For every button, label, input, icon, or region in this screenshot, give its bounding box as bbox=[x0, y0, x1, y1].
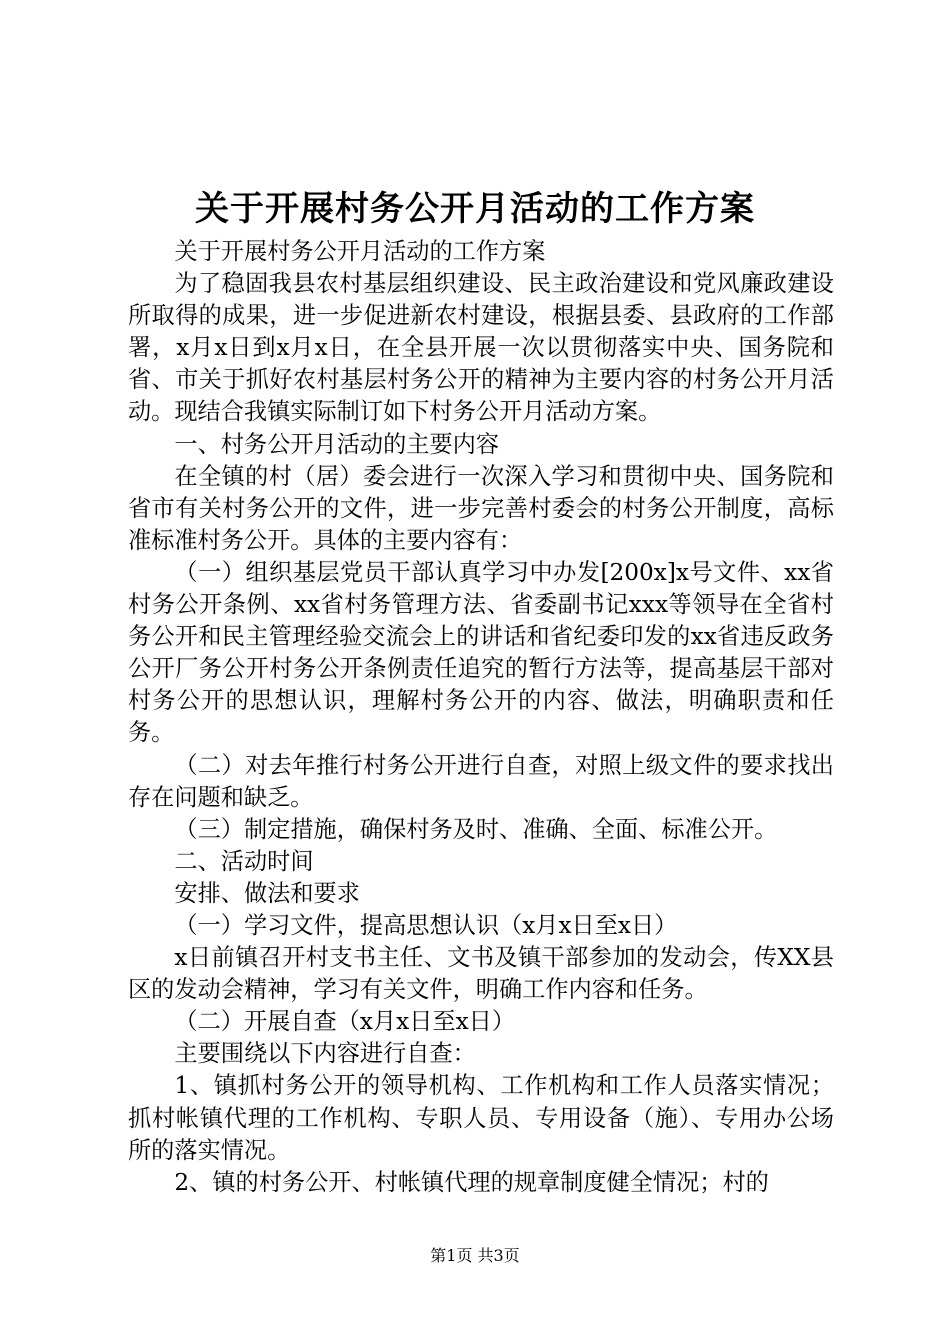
paragraph-step-1: x日前镇召开村支书主任、文书及镇干部参加的发动会，传XX县区的发动会精神，学习有关文件，明确工作内容和任务。 bbox=[128, 944, 834, 1004]
heading-step-2: （二）开展自查（x月x日至x日） bbox=[174, 1008, 516, 1036]
heading-arrangement: 安排、做法和要求 bbox=[174, 879, 360, 907]
paragraph-check-2: 2、镇的村务公开、村帐镇代理的规章制度健全情况；村的 bbox=[174, 1168, 769, 1196]
paragraph-check-1: 1、镇抓村务公开的领导机构、工作机构和工作人员落实情况；抓村帐镇代理的工作机构、专职人员、专用设备（施）、专用办公场所的落实情况。 bbox=[128, 1072, 834, 1164]
paragraph-item-2: （二）对去年推行村务公开进行自查，对照上级文件的要求找出存在问题和缺乏。 bbox=[128, 751, 834, 811]
page-footer: 第1页 共3页 bbox=[430, 1246, 520, 1265]
paragraph-item-3: （三）制定措施，确保村务及时、准确、全面、标准公开。 bbox=[174, 815, 778, 843]
paragraph-intro: 为了稳固我县农村基层组织建设、民主政治建设和党风廉政建设所取得的成果，进一步促进新农村建设，根据县委、县政府的工作部署，x月x日到x月x日，在全县开展一次以贯彻落实中央、国务院和省、市关于抓好农村基层村务公开的精神为主要内容的村务公开月活动。现结合我镇实际制订如下村务公开月活动方案。 bbox=[128, 270, 834, 426]
heading-step-1: （一）学习文件，提高思想认识（x月x日至x日） bbox=[174, 911, 678, 939]
paragraph-item-1: （一）组织基层党员干部认真学习中办发[200x]x号文件、xx省村务公开条例、xx省村务管理方法、省委副书记xxx等领导在全省村务公开和民主管理经验交流会上的讲话和省纪委印发的xx省违反政务公开厂务公开村务公开条例责任追究的暂行方法等，提高基层干部对村务公开的思想认识，理解村务公开的内容、做法，明确职责和任务。 bbox=[128, 558, 834, 747]
heading-section-2: 二、活动时间 bbox=[174, 847, 314, 875]
paragraph-step-2-intro: 主要围绕以下内容进行自查： bbox=[174, 1040, 476, 1068]
paragraph-subtitle: 关于开展村务公开月活动的工作方案 bbox=[174, 238, 546, 265]
document-title: 关于开展村务公开月活动的工作方案 bbox=[195, 189, 755, 229]
document-body bbox=[128, 236, 834, 1199]
paragraph-section-1: 在全镇的村（居）委会进行一次深入学习和贯彻中央、国务院和省市有关村务公开的文件，进一步完善村委会的村务公开制度，高标准标准村务公开。具体的主要内容有： bbox=[128, 462, 834, 554]
heading-section-1: 一、村务公开月活动的主要内容 bbox=[174, 430, 500, 458]
